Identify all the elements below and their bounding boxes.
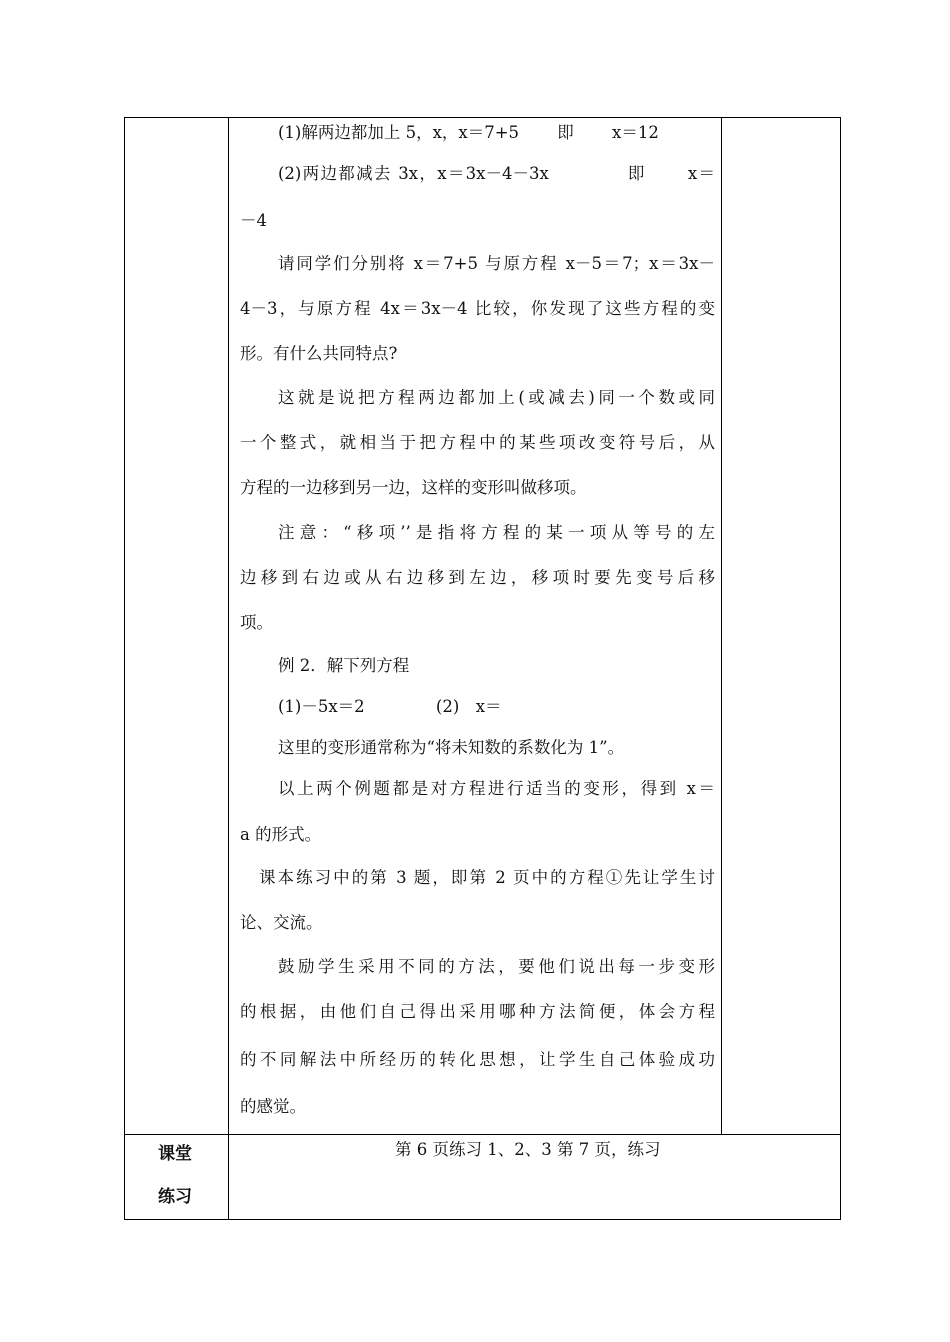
content-line: 的根据，由他们自己得出采用哪种方法简便，体会方程 bbox=[240, 1002, 715, 1021]
content-line: a 的形式。 bbox=[240, 825, 322, 844]
content-line: 鼓励学生采用不同的方法，要他们说出每一步变形 bbox=[278, 957, 715, 976]
content-line: 的不同解法中所经历的转化思想，让学生自己体验成功 bbox=[240, 1050, 715, 1069]
content-line: 这就是说把方程两边都加上(或减去)同一个数或同 bbox=[278, 388, 715, 407]
practice-content: 第 6 页练习 1、2、3 第 7 页，练习 bbox=[395, 1140, 661, 1159]
content-line: 课本练习中的第 3 题，即第 2 页中的方程①先让学生讨 bbox=[259, 868, 715, 887]
table-border-top bbox=[124, 117, 841, 118]
content-line: 论、交流。 bbox=[240, 913, 323, 932]
content-line: 注意：“移项’’是指将方程的某一项从等号的左 bbox=[278, 523, 715, 542]
content-line: 的感觉。 bbox=[240, 1097, 306, 1116]
table-border-bottom bbox=[124, 1219, 841, 1220]
content-line: 项。 bbox=[240, 613, 273, 632]
practice-label-line2: 练习 bbox=[158, 1187, 192, 1207]
content-line: －4 bbox=[240, 211, 267, 230]
content-line: 形。有什么共同特点? bbox=[240, 344, 398, 363]
content-line: 例 2．解下列方程 bbox=[278, 656, 410, 675]
practice-label-line1: 课堂 bbox=[158, 1144, 192, 1164]
content-line: 这里的变形通常称为“将未知数的系数化为 1”。 bbox=[278, 738, 625, 757]
column-divider-1 bbox=[228, 117, 229, 1220]
table-border-left bbox=[124, 117, 125, 1220]
table-border-right bbox=[840, 117, 841, 1220]
content-line: (1)－5x＝2 (2) x＝ bbox=[278, 697, 502, 716]
content-line: (1)解两边都加上 5，x，x＝7+5 即 x＝12 bbox=[278, 123, 659, 142]
content-line: 请同学们分别将 x＝7+5 与原方程 x－5＝7；x＝3x－ bbox=[278, 254, 715, 273]
content-line: (2)两边都减去 3x，x＝3x－4－3x 即 x＝ bbox=[278, 164, 715, 183]
content-line: 方程的一边移到另一边，这样的变形叫做移项。 bbox=[240, 478, 587, 497]
content-line: 4－3，与原方程 4x＝3x－4 比较，你发现了这些方程的变 bbox=[240, 299, 715, 318]
content-line: 边移到右边或从右边移到左边，移项时要先变号后移 bbox=[240, 568, 715, 587]
content-line: 以上两个例题都是对方程进行适当的变形，得到 x＝ bbox=[278, 779, 715, 798]
column-divider-2 bbox=[721, 117, 722, 1135]
row-divider bbox=[124, 1134, 841, 1135]
content-line: 一个整式，就相当于把方程中的某些项改变符号后，从 bbox=[240, 433, 715, 452]
